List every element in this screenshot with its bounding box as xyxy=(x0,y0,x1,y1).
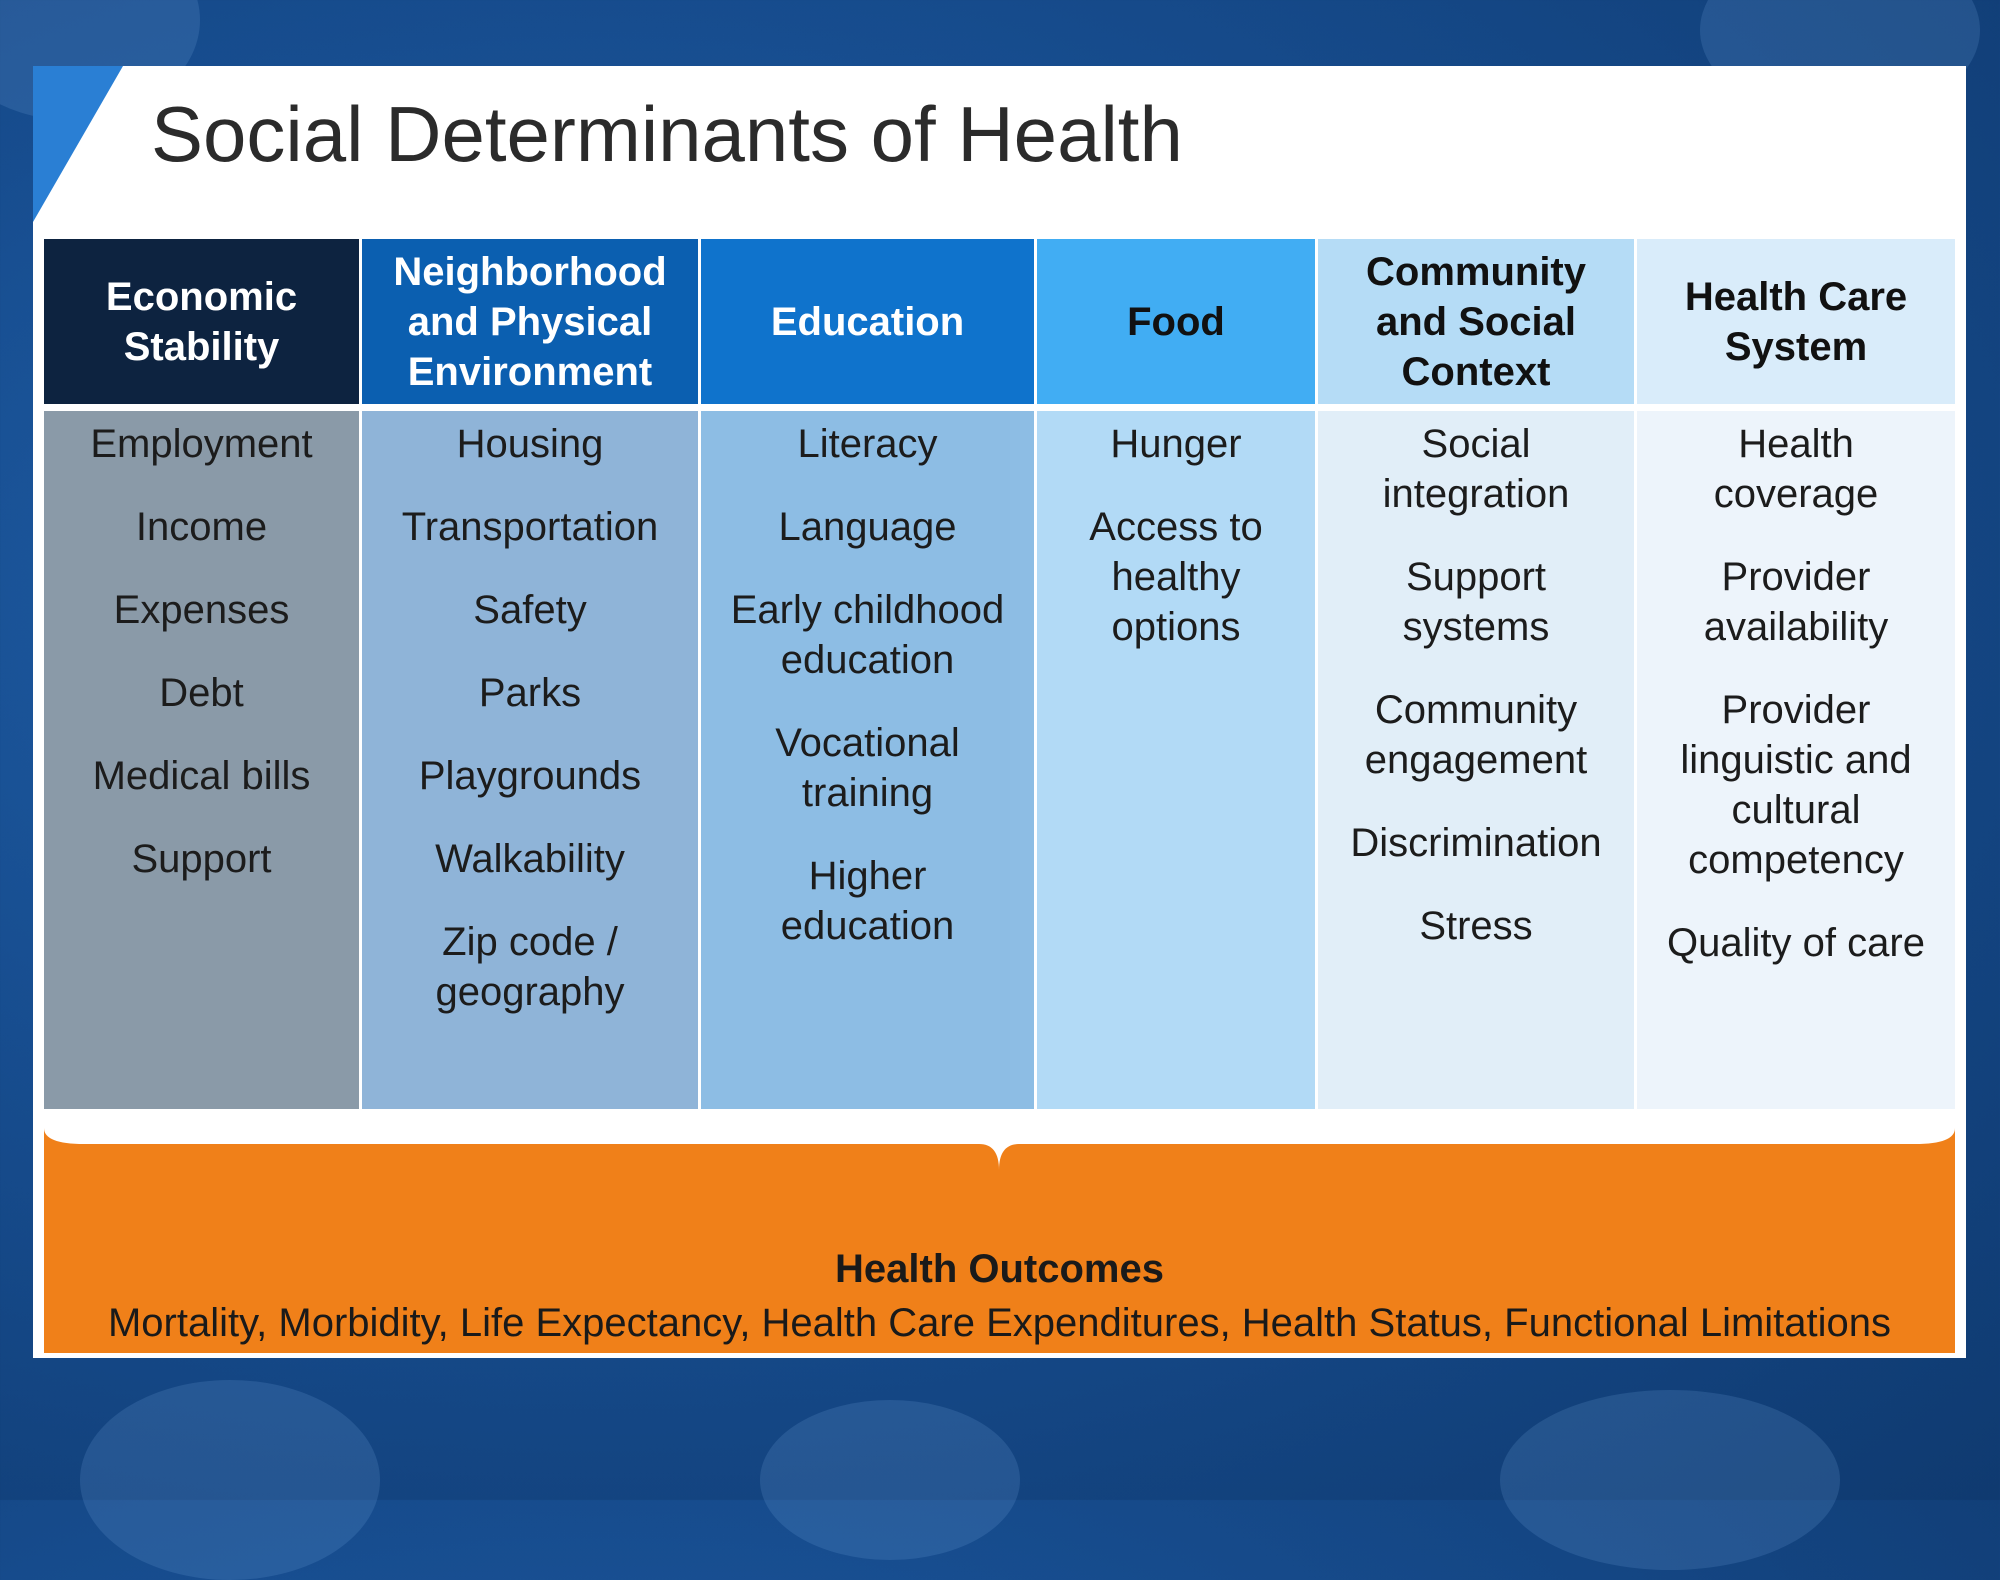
determinant-item: Vocational training xyxy=(775,721,960,815)
determinant-item: Higher education xyxy=(780,854,955,948)
determinant-item: Early childhood education xyxy=(730,588,1005,682)
determinant-item: Support systems xyxy=(1402,555,1550,649)
column-food xyxy=(1037,239,1315,1109)
determinant-item: Provider linguistic and cultural competency xyxy=(1680,688,1912,882)
outcome-title: Health Outcomes xyxy=(835,1247,1164,1291)
determinant-item: Support xyxy=(131,837,272,881)
determinant-item: Literacy xyxy=(797,422,938,466)
slide xyxy=(33,66,1966,1358)
determinant-item: Health coverage xyxy=(1713,422,1879,516)
determinant-item: Income xyxy=(135,505,268,549)
slide-title: Social Determinants of Health xyxy=(151,90,1183,178)
determinant-item: Transportation xyxy=(401,505,659,549)
column-header: Food xyxy=(1037,239,1315,404)
determinant-item: Medical bills xyxy=(92,754,311,798)
slide-corner-accent xyxy=(33,66,123,222)
column-header: Education xyxy=(701,239,1034,404)
determinant-item: Language xyxy=(778,505,957,549)
determinant-item: Hunger xyxy=(1110,422,1242,466)
column-body xyxy=(701,411,1034,1109)
column-education xyxy=(701,239,1034,1109)
column-health-care xyxy=(1637,239,1955,1109)
background-flower-shape xyxy=(760,1400,1020,1560)
background-flower-shape xyxy=(1500,1390,1840,1570)
determinant-item: Provider availability xyxy=(1703,555,1889,649)
outcome-description: Mortality, Morbidity, Life Expectancy, Health Care Expenditures, Health Status, Functional Limitations xyxy=(107,1301,1892,1345)
determinant-item: Playgrounds xyxy=(418,754,642,798)
column-community xyxy=(1318,239,1634,1109)
health-outcomes-banner xyxy=(44,1118,1955,1353)
determinant-item: Housing xyxy=(456,422,604,466)
column-neighborhood xyxy=(362,239,698,1109)
column-header: Neighborhood and Physical Environment xyxy=(362,239,698,404)
determinant-item: Social integration xyxy=(1382,422,1570,516)
column-body xyxy=(1318,411,1634,1109)
determinant-item: Access to healthy options xyxy=(1089,505,1263,649)
determinant-item: Quality of care xyxy=(1667,921,1925,965)
determinant-item: Debt xyxy=(159,671,244,715)
column-body xyxy=(1037,411,1315,1109)
determinant-item: Stress xyxy=(1419,904,1533,948)
determinant-item: Expenses xyxy=(113,588,290,632)
determinant-item: Discrimination xyxy=(1350,821,1602,865)
column-body xyxy=(1637,411,1955,1109)
determinant-item: Zip code / geography xyxy=(435,920,625,1014)
determinant-item: Community engagement xyxy=(1364,688,1588,782)
column-economic-stability xyxy=(44,239,359,1109)
column-body xyxy=(362,411,698,1109)
determinant-item: Employment xyxy=(90,422,313,466)
determinants-table xyxy=(44,239,1955,1109)
determinant-item: Parks xyxy=(478,671,582,715)
column-body xyxy=(44,411,359,1109)
determinant-item: Safety xyxy=(473,588,587,632)
column-header: Health Care System xyxy=(1637,239,1955,404)
column-header: Economic Stability xyxy=(44,239,359,404)
determinant-item: Walkability xyxy=(435,837,625,881)
background-flower-shape xyxy=(80,1380,380,1580)
column-header: Community and Social Context xyxy=(1318,239,1634,404)
